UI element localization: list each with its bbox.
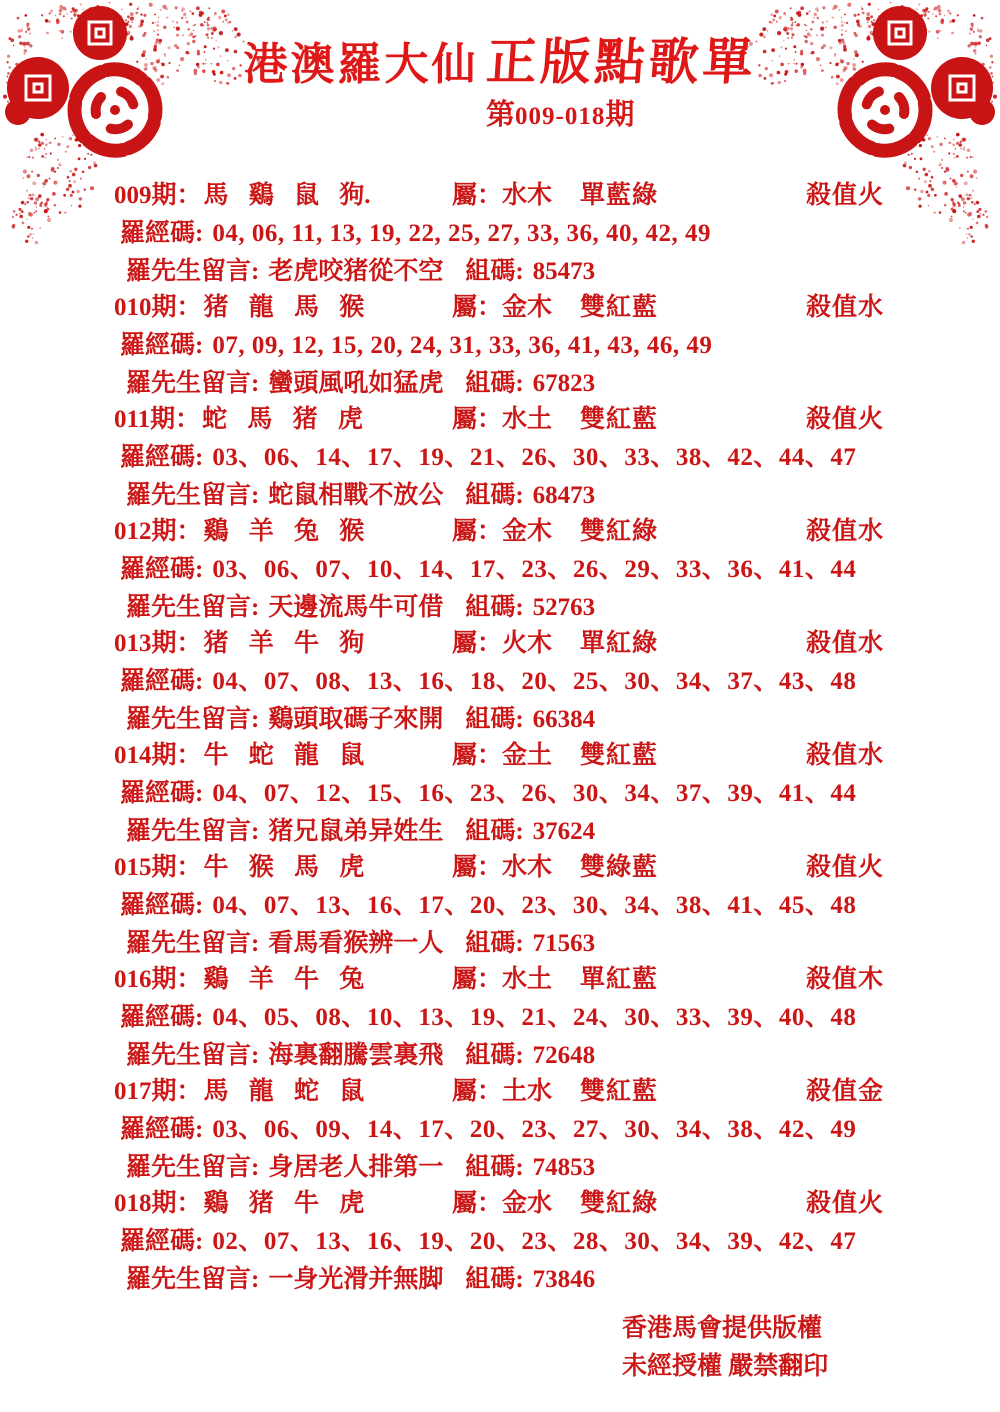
animals-list: 猪 羊 牛 狗 bbox=[203, 630, 365, 657]
message-label: 羅先生留言: bbox=[126, 482, 260, 509]
period-block bbox=[100, 740, 960, 852]
period-and-animals bbox=[114, 628, 364, 660]
color-tip: 雙紅藍 bbox=[580, 294, 659, 321]
period-and-animals bbox=[114, 292, 364, 324]
group-code-label: 組碼: bbox=[465, 1154, 524, 1181]
period-label: 018期： bbox=[114, 1190, 202, 1217]
group-code-value: 66384 bbox=[532, 706, 596, 733]
belong-label: 屬： bbox=[452, 294, 503, 321]
period-block bbox=[100, 404, 960, 516]
codes-label: 羅經碼: bbox=[120, 444, 204, 471]
compass-codes-line bbox=[120, 1114, 856, 1146]
period-and-animals bbox=[114, 964, 364, 996]
color-tip: 單藍綠 bbox=[580, 182, 659, 209]
period-and-animals bbox=[114, 1188, 364, 1220]
group-code-label: 組碼: bbox=[465, 1042, 524, 1069]
period-block bbox=[100, 516, 960, 628]
period-label: 017期： bbox=[114, 1078, 202, 1105]
period-and-animals bbox=[114, 1076, 364, 1108]
belong-label: 屬： bbox=[452, 1078, 503, 1105]
belong-label: 屬： bbox=[452, 966, 503, 993]
belong-label: 屬： bbox=[452, 182, 503, 209]
codes-value: 04、07、13、16、17、20、23、30、34、38、41、45、48 bbox=[212, 892, 857, 919]
group-code-value: 72648 bbox=[532, 1042, 596, 1069]
copyright-line2: 未經授權 嚴禁翻印 bbox=[622, 1353, 829, 1380]
element-attribute bbox=[452, 964, 552, 996]
message-line bbox=[126, 1264, 595, 1296]
color-tip: 雙紅藍 bbox=[580, 742, 659, 769]
message-line bbox=[126, 368, 595, 400]
belong-label: 屬： bbox=[452, 854, 503, 881]
message-line bbox=[126, 704, 595, 736]
color-tip: 單紅綠 bbox=[580, 630, 659, 657]
period-label: 009期： bbox=[114, 182, 202, 209]
animals-list: 牛 猴 馬 虎 bbox=[203, 854, 365, 881]
kill-element: 殺值木 bbox=[806, 966, 885, 993]
period-block bbox=[100, 1076, 960, 1188]
message-value: 老虎咬猪從不空 bbox=[268, 258, 444, 285]
message-value: 一身光滑并無脚 bbox=[268, 1266, 444, 1293]
period-block bbox=[100, 964, 960, 1076]
codes-value: 07, 09, 12, 15, 20, 24, 31, 33, 36, 41, 43, 46, 49 bbox=[212, 332, 713, 359]
period-and-animals bbox=[114, 516, 364, 548]
codes-label: 羅經碼: bbox=[120, 892, 204, 919]
message-value: 身居老人排第一 bbox=[268, 1154, 444, 1181]
compass-codes-line bbox=[120, 1002, 856, 1034]
message-line bbox=[126, 480, 595, 512]
message-line bbox=[126, 256, 595, 288]
compass-codes-line bbox=[120, 1226, 856, 1258]
period-block bbox=[100, 180, 960, 292]
issue-prefix: 第 bbox=[486, 99, 516, 131]
period-block bbox=[100, 852, 960, 964]
group-code-value: 73846 bbox=[532, 1266, 596, 1293]
message-value: 蠻頭風吼如猛虎 bbox=[268, 370, 444, 397]
element-attribute bbox=[452, 740, 552, 772]
message-label: 羅先生留言: bbox=[126, 1042, 260, 1069]
animals-list: 鷄 猪 牛 虎 bbox=[203, 1190, 365, 1217]
codes-value: 03、06、14、17、19、21、26、30、33、38、42、44、47 bbox=[212, 444, 857, 471]
elements-value: 水土 bbox=[502, 966, 553, 993]
message-line bbox=[126, 592, 595, 624]
compass-codes-line bbox=[120, 666, 856, 698]
kill-element: 殺值水 bbox=[806, 294, 885, 321]
elements-value: 土水 bbox=[502, 1078, 553, 1105]
issue-numbers: 009-018 bbox=[515, 103, 606, 130]
kill-element: 殺值水 bbox=[806, 630, 885, 657]
period-label: 015期： bbox=[114, 854, 202, 881]
period-block bbox=[100, 1188, 960, 1300]
codes-value: 03、06、07、10、14、17、23、26、29、33、36、41、44 bbox=[212, 556, 857, 583]
message-label: 羅先生留言: bbox=[126, 706, 260, 733]
group-code-value: 52763 bbox=[532, 594, 596, 621]
elements-value: 金木 bbox=[502, 294, 553, 321]
period-and-animals bbox=[114, 180, 371, 212]
animals-list: 馬 龍 蛇 鼠 bbox=[203, 1078, 365, 1105]
group-code-value: 37624 bbox=[532, 818, 596, 845]
group-code-value: 67823 bbox=[532, 370, 596, 397]
color-tip: 雙綠藍 bbox=[580, 854, 659, 881]
group-code-value: 85473 bbox=[532, 258, 596, 285]
color-tip: 雙紅綠 bbox=[580, 1190, 659, 1217]
message-line bbox=[126, 816, 595, 848]
issue-suffix: 期 bbox=[605, 99, 635, 131]
message-label: 羅先生留言: bbox=[126, 818, 260, 845]
codes-label: 羅經碼: bbox=[120, 1004, 204, 1031]
message-label: 羅先生留言: bbox=[126, 370, 260, 397]
copyright-line1: 香港馬會提供版權 bbox=[622, 1315, 823, 1342]
message-line bbox=[126, 1040, 595, 1072]
codes-value: 04、07、08、13、16、18、20、25、30、34、37、43、48 bbox=[212, 668, 857, 695]
elements-value: 水土 bbox=[502, 406, 553, 433]
message-value: 鷄頭取碼子來開 bbox=[268, 706, 444, 733]
period-and-animals bbox=[114, 404, 363, 436]
kill-element: 殺值火 bbox=[806, 854, 885, 881]
period-label: 012期： bbox=[114, 518, 202, 545]
kill-element: 殺值火 bbox=[806, 182, 885, 209]
element-attribute bbox=[452, 1188, 552, 1220]
group-code-label: 組碼: bbox=[465, 594, 524, 621]
element-attribute bbox=[452, 404, 552, 436]
kill-element: 殺值水 bbox=[806, 518, 885, 545]
period-and-animals bbox=[114, 852, 364, 884]
group-code-value: 68473 bbox=[532, 482, 596, 509]
message-value: 海裏翻騰雲裏飛 bbox=[268, 1042, 444, 1069]
period-label: 014期： bbox=[114, 742, 202, 769]
group-code-label: 組碼: bbox=[465, 482, 524, 509]
message-line bbox=[126, 928, 595, 960]
copyright-footer bbox=[622, 1310, 828, 1386]
codes-label: 羅經碼: bbox=[120, 1116, 204, 1143]
belong-label: 屬： bbox=[452, 630, 503, 657]
kill-element: 殺值水 bbox=[806, 742, 885, 769]
belong-label: 屬： bbox=[452, 518, 503, 545]
element-attribute bbox=[452, 1076, 552, 1108]
period-list bbox=[100, 180, 960, 1300]
codes-value: 04、07、12、15、16、23、26、30、34、37、39、41、44 bbox=[212, 780, 857, 807]
group-code-label: 組碼: bbox=[465, 1266, 524, 1293]
message-line bbox=[126, 1152, 595, 1184]
elements-value: 水木 bbox=[502, 182, 553, 209]
animals-list: 蛇 馬 猪 虎 bbox=[202, 406, 363, 433]
group-code-label: 組碼: bbox=[465, 818, 524, 845]
belong-label: 屬： bbox=[452, 742, 503, 769]
elements-value: 金土 bbox=[502, 742, 553, 769]
group-code-label: 組碼: bbox=[465, 706, 524, 733]
color-tip: 雙紅藍 bbox=[580, 1078, 659, 1105]
page-title bbox=[0, 22, 1000, 94]
elements-value: 金水 bbox=[502, 1190, 553, 1217]
compass-codes-line bbox=[120, 778, 856, 810]
element-attribute bbox=[452, 852, 552, 884]
period-label: 011期： bbox=[114, 406, 201, 433]
codes-value: 02、07、13、16、19、20、23、28、30、34、39、42、47 bbox=[212, 1228, 857, 1255]
period-label: 013期： bbox=[114, 630, 202, 657]
codes-value: 03、06、09、14、17、20、23、27、30、34、38、42、49 bbox=[212, 1116, 857, 1143]
element-attribute bbox=[452, 292, 552, 324]
belong-label: 屬： bbox=[452, 1190, 503, 1217]
codes-label: 羅經碼: bbox=[120, 1228, 204, 1255]
group-code-value: 71563 bbox=[532, 930, 596, 957]
message-label: 羅先生留言: bbox=[126, 930, 260, 957]
kill-element: 殺值火 bbox=[806, 1190, 885, 1217]
period-block bbox=[100, 292, 960, 404]
elements-value: 火木 bbox=[502, 630, 553, 657]
compass-codes-line bbox=[120, 442, 856, 474]
element-attribute bbox=[452, 516, 552, 548]
codes-label: 羅經碼: bbox=[120, 332, 204, 359]
elements-value: 金木 bbox=[502, 518, 553, 545]
group-code-label: 組碼: bbox=[465, 930, 524, 957]
group-code-label: 組碼: bbox=[465, 258, 524, 285]
message-label: 羅先生留言: bbox=[126, 594, 260, 621]
period-label: 016期： bbox=[114, 966, 202, 993]
color-tip: 雙紅綠 bbox=[580, 518, 659, 545]
color-tip: 雙紅藍 bbox=[580, 406, 659, 433]
period-and-animals bbox=[114, 740, 364, 772]
compass-codes-line bbox=[120, 554, 856, 586]
animals-list: 鷄 羊 牛 兔 bbox=[203, 966, 365, 993]
kill-element: 殺值火 bbox=[806, 406, 885, 433]
animals-list: 猪 龍 馬 猴 bbox=[203, 294, 365, 321]
message-value: 天邊流馬牛可借 bbox=[268, 594, 444, 621]
message-value: 蛇鼠相戰不放公 bbox=[268, 482, 444, 509]
animals-list: 鷄 羊 兔 猴 bbox=[203, 518, 365, 545]
group-code-value: 74853 bbox=[532, 1154, 596, 1181]
issue-range bbox=[486, 92, 634, 133]
message-label: 羅先生留言: bbox=[126, 258, 260, 285]
title-part2: 正版點歌單 bbox=[484, 34, 759, 90]
period-block bbox=[100, 628, 960, 740]
color-tip: 單紅藍 bbox=[580, 966, 659, 993]
codes-value: 04、05、08、10、13、19、21、24、30、33、39、40、48 bbox=[212, 1004, 857, 1031]
message-label: 羅先生留言: bbox=[126, 1154, 260, 1181]
message-value: 猪兄鼠弟异姓生 bbox=[268, 818, 444, 845]
compass-codes-line bbox=[120, 330, 712, 362]
codes-label: 羅經碼: bbox=[120, 556, 204, 583]
title-part1: 港澳羅大仙 bbox=[243, 40, 479, 89]
elements-value: 水木 bbox=[502, 854, 553, 881]
codes-label: 羅經碼: bbox=[120, 780, 204, 807]
kill-element: 殺值金 bbox=[806, 1078, 885, 1105]
animals-list: 馬 鷄 鼠 狗. bbox=[203, 182, 371, 209]
period-label: 010期： bbox=[114, 294, 202, 321]
belong-label: 屬： bbox=[452, 406, 503, 433]
compass-codes-line bbox=[120, 218, 711, 250]
group-code-label: 組碼: bbox=[465, 370, 524, 397]
message-label: 羅先生留言: bbox=[126, 1266, 260, 1293]
message-value: 看馬看猴辨一人 bbox=[268, 930, 444, 957]
element-attribute bbox=[452, 180, 552, 212]
codes-label: 羅經碼: bbox=[120, 668, 204, 695]
element-attribute bbox=[452, 628, 552, 660]
codes-value: 04, 06, 11, 13, 19, 22, 25, 27, 33, 36, 40, 42, 49 bbox=[212, 220, 711, 247]
codes-label: 羅經碼: bbox=[120, 220, 204, 247]
animals-list: 牛 蛇 龍 鼠 bbox=[203, 742, 365, 769]
compass-codes-line bbox=[120, 890, 856, 922]
